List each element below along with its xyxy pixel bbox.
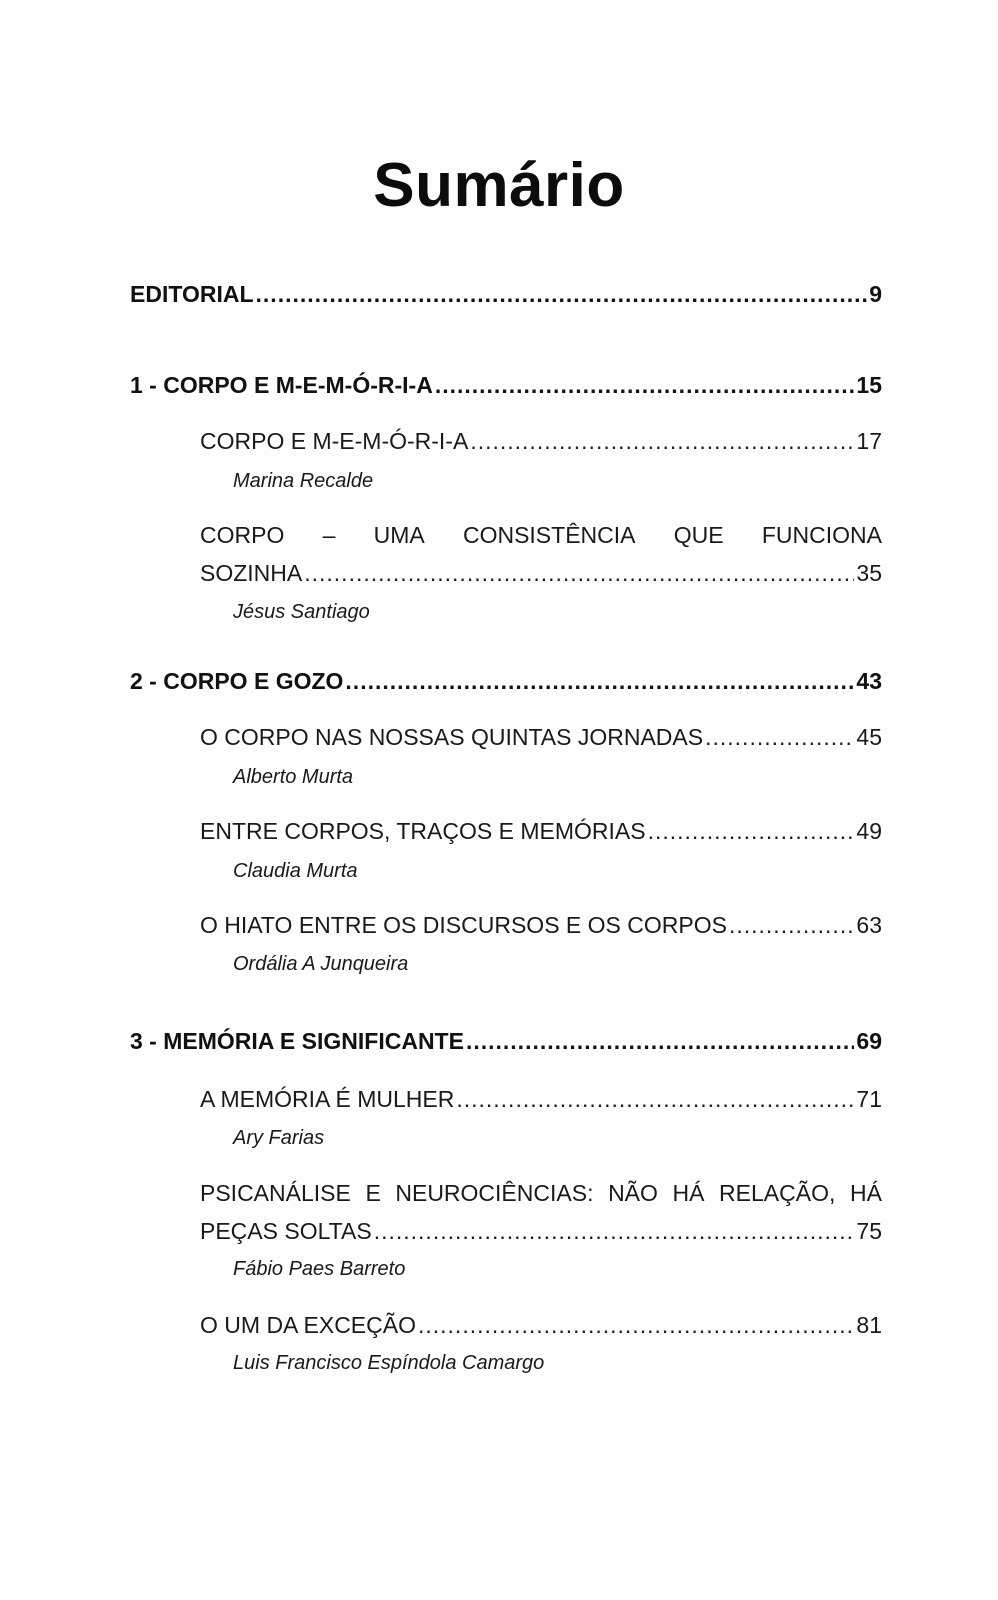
toc-word: HÁ <box>672 1180 705 1206</box>
page-title: Sumário <box>373 151 625 220</box>
toc-word: UMA <box>373 522 425 548</box>
toc-entry[interactable] <box>200 1086 882 1113</box>
toc-page-number: 15 <box>856 372 882 398</box>
toc-word: CORPO <box>200 522 285 548</box>
toc-label: ENTRE CORPOS, TRAÇOS E MEMÓRIAS <box>200 818 646 844</box>
toc-entry[interactable] <box>200 1312 882 1339</box>
dot-leader <box>466 1028 854 1055</box>
toc-page-number: 35 <box>856 560 882 586</box>
toc-word: – <box>322 522 336 548</box>
toc-entry-editorial[interactable] <box>130 281 882 308</box>
dot-leader <box>418 1312 854 1339</box>
toc-page-number: 17 <box>856 428 882 454</box>
toc-label: O HIATO ENTRE OS DISCURSOS E OS CORPOS <box>200 912 727 938</box>
toc-word: NEUROCIÊNCIAS: <box>395 1180 594 1206</box>
toc-word: PSICANÁLISE <box>200 1180 351 1206</box>
toc-page-number: 75 <box>856 1218 882 1244</box>
dot-leader <box>470 428 854 455</box>
toc-word: QUE <box>673 522 724 548</box>
toc-author: Jésus Santiago <box>233 601 370 623</box>
dot-leader <box>304 560 854 587</box>
toc-author: Ordália A Junqueira <box>233 953 409 975</box>
toc-title-first-line <box>200 522 882 549</box>
toc-label: SOZINHA <box>200 560 303 586</box>
toc-page-number: 45 <box>856 724 882 750</box>
toc-page-number: 69 <box>856 1028 882 1054</box>
toc-page-number: 63 <box>856 912 882 938</box>
toc-entry[interactable] <box>200 818 882 845</box>
toc-section-3[interactable] <box>130 1028 882 1055</box>
toc-word: E <box>365 1180 381 1206</box>
toc-label: PEÇAS SOLTAS <box>200 1218 372 1244</box>
toc-label: 1 - CORPO E M-E-M-Ó-R-I-A <box>130 372 433 398</box>
dot-leader <box>374 1218 855 1245</box>
dot-leader <box>705 724 854 751</box>
toc-word: NÃO <box>608 1180 658 1206</box>
toc-page-number: 43 <box>856 668 882 694</box>
toc-label: O CORPO NAS NOSSAS QUINTAS JORNADAS <box>200 724 704 750</box>
toc-author: Marina Recalde <box>233 470 374 492</box>
toc-label: CORPO E M-E-M-Ó-R-I-A <box>200 428 469 454</box>
toc-author: Alberto Murta <box>233 766 354 788</box>
toc-author: Claudia Murta <box>233 860 358 882</box>
toc-author: Luis Francisco Espíndola Camargo <box>233 1352 545 1374</box>
toc-page-number: 9 <box>869 281 882 307</box>
toc-entry[interactable] <box>200 1218 882 1245</box>
toc-title-first-line <box>200 1180 882 1207</box>
dot-leader <box>648 818 855 845</box>
toc-page-number: 81 <box>856 1312 882 1338</box>
dot-leader <box>256 281 868 308</box>
toc-label: 2 - CORPO E GOZO <box>130 668 344 694</box>
toc-author: Fábio Paes Barreto <box>233 1258 406 1280</box>
toc-word: CONSISTÊNCIA <box>462 522 636 548</box>
dot-leader <box>729 912 854 939</box>
toc-label: EDITORIAL <box>130 281 254 307</box>
toc-page-number: 49 <box>856 818 882 844</box>
toc-author: Ary Farias <box>233 1127 325 1149</box>
dot-leader <box>345 668 854 695</box>
toc-word: HÁ <box>849 1180 882 1206</box>
toc-label: A MEMÓRIA É MULHER <box>200 1086 455 1112</box>
toc-label: 3 - MEMÓRIA E SIGNIFICANTE <box>130 1028 464 1054</box>
toc-word: RELAÇÃO, <box>719 1180 836 1206</box>
toc-entry[interactable] <box>200 912 882 939</box>
toc-entry[interactable] <box>200 560 882 587</box>
toc-entry[interactable] <box>200 428 882 455</box>
toc-section-2[interactable] <box>130 668 882 695</box>
dot-leader <box>435 372 855 399</box>
toc-word: FUNCIONA <box>761 522 882 548</box>
toc-entry[interactable] <box>200 724 882 751</box>
toc-page-number: 71 <box>856 1086 882 1112</box>
toc-label: O UM DA EXCEÇÃO <box>200 1312 416 1338</box>
dot-leader <box>456 1086 854 1113</box>
toc-section-1[interactable] <box>130 372 882 399</box>
